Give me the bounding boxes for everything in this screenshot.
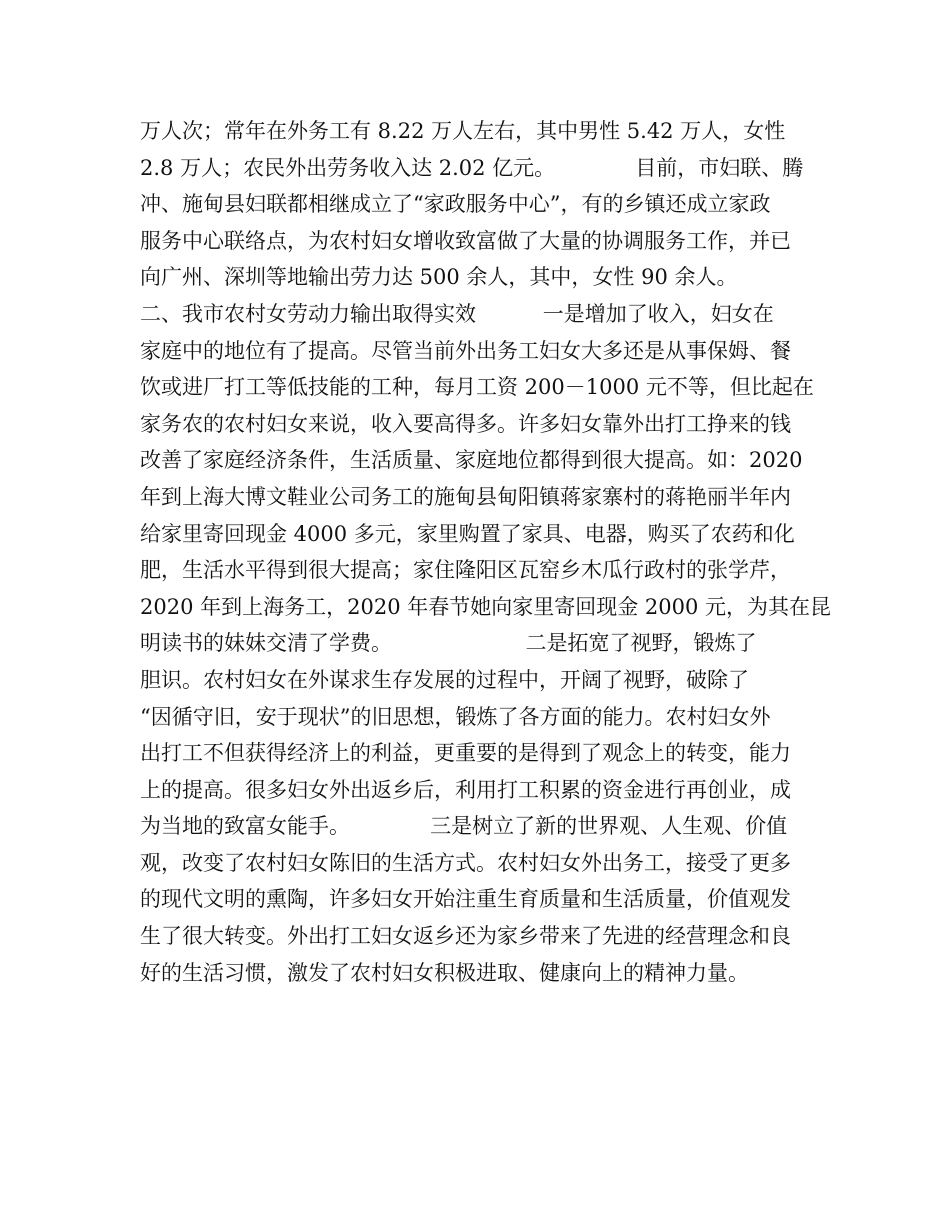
text-line: 饮或进厂打工等低技能的工种，每月工资 200－1000 元不等，但比起在 [140, 375, 814, 400]
text-line: 肥，生活水平得到很大提高；家住隆阳区瓦窑乡木瓜行政村的张学芹， [140, 558, 791, 583]
text-line: 胆识。农村妇女在外谋求生存发展的过程中，开阔了视野，破除了 [140, 667, 749, 692]
text-line: 家庭中的地位有了提高。尽管当前外出务工妇女大多还是从事保姆、餐 [140, 338, 791, 363]
text-line: 给家里寄回现金 4000 多元，家里购置了家具、电器，购买了农药和化 [140, 521, 795, 546]
text-line: 向广州、深圳等地输出劳力达 500 余人，其中，女性 90 余人。 [140, 265, 738, 290]
text-line: 上的提高。很多妇女外出返乡后，利用打工积累的资金进行再创业，成 [140, 777, 791, 802]
text-line: 的现代文明的熏陶，许多妇女开始注重生育质量和生活质量，价值观发 [140, 887, 791, 912]
body-text [140, 113, 830, 991]
text-line: 为当地的致富女能手。 三是树立了新的世界观、人生观、价值 [140, 814, 788, 839]
text-line: 改善了家庭经济条件，生活质量、家庭地位都得到很大提高。如：2020 [140, 448, 803, 473]
text-line: “因循守旧，安于现状”的旧思想，锻炼了各方面的能力。农村妇女外 [140, 704, 771, 729]
text-line: 服务中心联络点，为农村妇女增收致富做了大量的协调服务工作，并已 [140, 228, 791, 253]
text-line: 出打工不但获得经济上的利益，更重要的是得到了观念上的转变，能力 [140, 741, 791, 766]
text-line: 家务农的农村妇女来说，收入要高得多。许多妇女靠外出打工挣来的钱 [140, 411, 791, 436]
text-line: 观，改变了农村妇女陈旧的生活方式。农村妇女外出务工，接受了更多 [140, 850, 791, 875]
text-line: 明读书的妹妹交清了学费。 二是拓宽了视野，锻炼了 [140, 631, 757, 656]
text-line: 好的生活习惯，激发了农村妇女积极进取、健康向上的精神力量。 [140, 960, 749, 985]
text-line: 万人次；常年在外务工有 8.22 万人左右，其中男性 5.42 万人，女性 [140, 119, 786, 143]
text-line: 生了很大转变。外出打工妇女返乡还为家乡带来了先进的经营理念和良 [140, 924, 791, 949]
text-line: 冲、施甸县妇联都相继成立了“家政服务中心”，有的乡镇还成立家政 [140, 192, 771, 217]
text-line: 年到上海大博文鞋业公司务工的施甸县甸阳镇蒋家寨村的蒋艳丽半年内 [140, 484, 791, 509]
text-line: 2020 年到上海务工，2020 年春节她向家里寄回现金 2000 元，为其在昆 [140, 594, 832, 619]
text-line: 2.8 万人；农民外出劳务收入达 2.02 亿元。 目前，市妇联、腾 [140, 155, 804, 180]
section-heading-line: 二、我市农村女劳动力输出取得实效 一是增加了收入，妇女在 [140, 301, 774, 326]
